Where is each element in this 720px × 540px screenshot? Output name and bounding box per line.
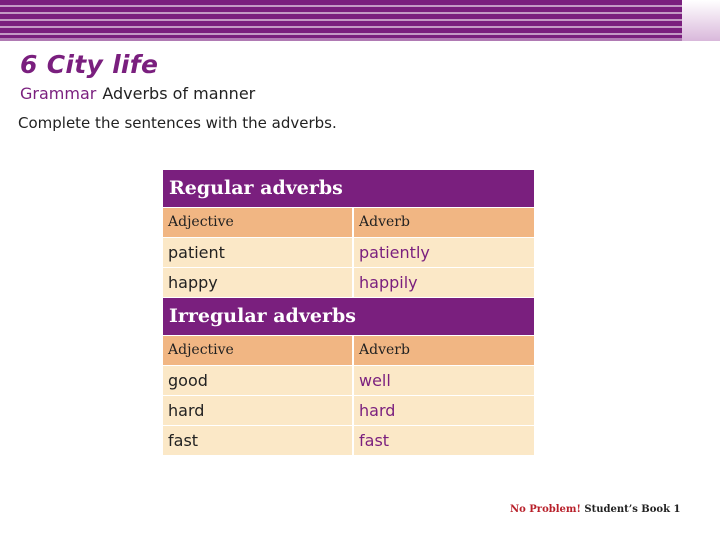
table-header-row [163, 336, 534, 365]
banner-divider [0, 38, 720, 41]
brand-name: No Problem! [510, 504, 581, 515]
adverb-cell: well [354, 366, 534, 395]
table-row [163, 426, 534, 455]
adjective-cell: fast [163, 426, 352, 455]
topic-label: Adverbs of manner [102, 84, 256, 103]
column-header-adverb: Adverb [354, 336, 534, 365]
column-header-adjective: Adjective [163, 336, 352, 365]
adverb-cell: fast [354, 426, 534, 455]
instruction-text: Complete the sentences with the adverbs. [18, 114, 337, 132]
adverb-cell: hard [354, 396, 534, 425]
adjective-cell: happy [163, 268, 352, 297]
adjective-cell: good [163, 366, 352, 395]
table-row [163, 268, 534, 297]
column-header-adjective: Adjective [163, 208, 352, 237]
footer-credit [510, 504, 680, 515]
adverb-cell: happily [354, 268, 534, 297]
table-row [163, 396, 534, 425]
table-row [163, 366, 534, 395]
adjective-cell: patient [163, 238, 352, 267]
unit-title: 6 City life [20, 50, 159, 79]
table-header-row [163, 208, 534, 237]
top-banner [0, 0, 720, 38]
adverb-cell: patiently [354, 238, 534, 267]
table-row [163, 238, 534, 267]
regular-adverbs-heading: Regular adverbs [163, 170, 534, 207]
grammar-label: Grammar [20, 84, 97, 103]
irregular-adverbs-heading: Irregular adverbs [163, 298, 534, 335]
book-name: Student’s Book 1 [584, 504, 681, 515]
adverbs-table [163, 170, 534, 455]
column-header-adverb: Adverb [354, 208, 534, 237]
adjective-cell: hard [163, 396, 352, 425]
banner-corner [682, 0, 720, 41]
subtitle [20, 84, 255, 103]
